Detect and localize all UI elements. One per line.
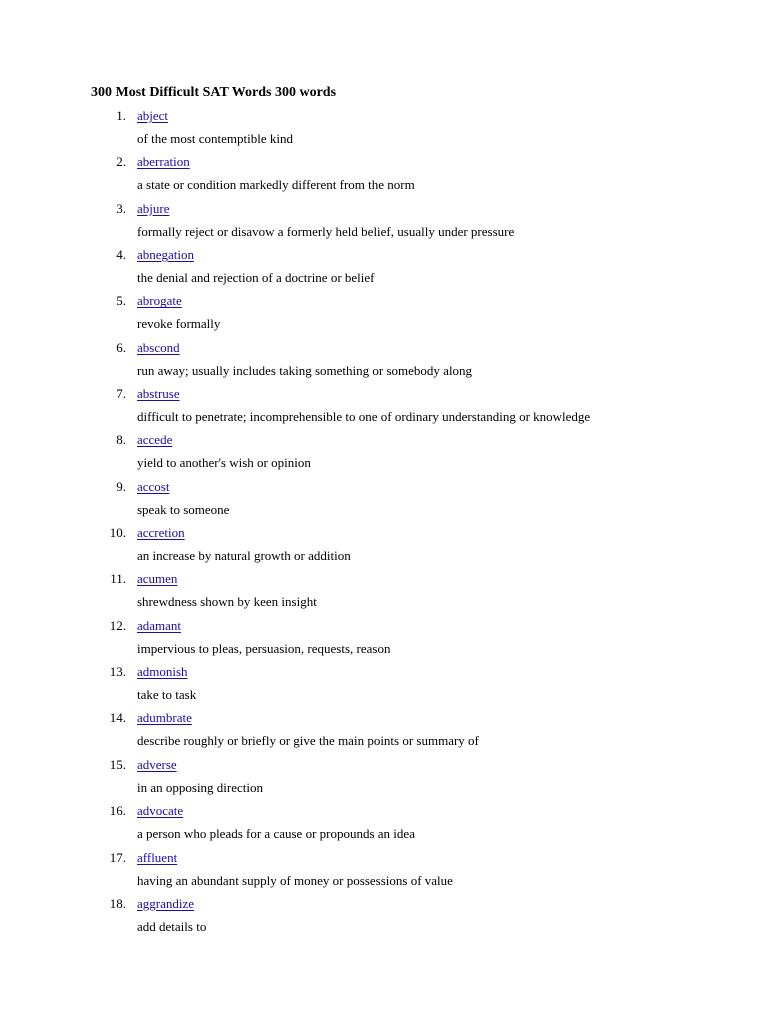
word-link-acumen[interactable]: acumen (137, 571, 178, 587)
word-link-abrogate[interactable]: abrogate (137, 293, 182, 309)
word-definition: impervious to pleas, persuasion, requests, reason (137, 640, 391, 656)
word-link-abnegation[interactable]: abnegation (137, 247, 195, 263)
word-link-adamant[interactable]: adamant (137, 617, 182, 633)
word-definition: difficult to penetrate; incomprehensible to one of ordinary understanding or knowledge (137, 409, 591, 425)
entry-number: 5. (116, 293, 126, 309)
word-link-advocate[interactable]: advocate (137, 803, 184, 819)
word-entry-15 (0, 756, 768, 802)
word-definition: a person who pleads for a cause or propounds an idea (137, 826, 415, 842)
entry-number: 3. (116, 200, 126, 216)
word-list (0, 107, 768, 941)
word-definition: add details to (137, 918, 207, 934)
word-entry-10 (0, 524, 768, 570)
entry-number: 17. (109, 849, 126, 865)
word-entry-17 (0, 849, 768, 895)
entry-number: 13. (109, 664, 126, 680)
word-link-affluent[interactable]: affluent (137, 849, 178, 865)
word-definition: shrewdness shown by keen insight (137, 594, 317, 610)
word-entry-9 (0, 478, 768, 524)
entry-number: 4. (116, 247, 126, 263)
word-definition: yield to another's wish or opinion (137, 455, 311, 471)
entry-number: 16. (109, 803, 126, 819)
word-definition: in an opposing direction (137, 779, 264, 795)
word-link-adverse[interactable]: adverse (137, 756, 177, 772)
word-entry-6 (0, 339, 768, 385)
word-link-adumbrate[interactable]: adumbrate (137, 710, 192, 726)
word-entry-1 (0, 107, 768, 153)
word-definition: a state or condition markedly different from the norm (137, 177, 415, 193)
word-entry-7 (0, 385, 768, 431)
word-link-accretion[interactable]: accretion (137, 525, 185, 541)
word-link-abscond[interactable]: abscond (137, 339, 180, 355)
entry-number: 12. (109, 617, 126, 633)
entry-number: 18. (109, 895, 126, 911)
word-entry-13 (0, 663, 768, 709)
word-link-accost[interactable]: accost (137, 478, 170, 494)
word-link-aggrandize[interactable]: aggrandize (137, 895, 195, 911)
word-definition: run away; usually includes taking something or somebody along (137, 362, 473, 378)
word-link-admonish[interactable]: admonish (137, 664, 188, 680)
entry-number: 14. (109, 710, 126, 726)
word-definition: formally reject or disavow a formerly held belief, usually under pressure (137, 223, 515, 239)
word-definition: the denial and rejection of a doctrine or belief (137, 270, 375, 286)
entry-number: 2. (116, 154, 126, 170)
word-definition: of the most contemptible kind (137, 131, 293, 146)
word-definition: an increase by natural growth or addition (137, 548, 351, 564)
entry-number: 6. (116, 339, 126, 355)
entry-number: 10. (109, 525, 126, 541)
word-entry-18 (0, 895, 768, 941)
word-entry-5 (0, 292, 768, 338)
entry-number: 8. (116, 432, 126, 448)
word-link-aberration[interactable]: aberration (137, 154, 190, 170)
entry-number: 9. (116, 478, 126, 494)
word-link-abject[interactable]: abject (137, 108, 169, 123)
word-link-abstruse[interactable]: abstruse (137, 386, 180, 402)
word-entry-16 (0, 802, 768, 848)
word-link-accede[interactable]: accede (137, 432, 173, 448)
word-entry-14 (0, 709, 768, 755)
entry-number: 7. (116, 386, 126, 402)
word-definition: having an abundant supply of money or possessions of value (137, 872, 453, 888)
entry-number: 1. (116, 108, 126, 123)
word-link-abjure[interactable]: abjure (137, 200, 170, 216)
word-definition: take to task (137, 687, 197, 703)
word-entry-8 (0, 431, 768, 477)
word-entry-11 (0, 570, 768, 616)
document-title: 300 Most Difficult SAT Words 300 words (91, 85, 337, 100)
word-definition: describe roughly or briefly or give the main points or summary of (137, 733, 479, 749)
word-entry-3 (0, 200, 768, 246)
word-definition: speak to someone (137, 501, 230, 517)
word-definition: revoke formally (137, 316, 221, 332)
entry-number: 11. (110, 571, 126, 587)
word-entry-12 (0, 617, 768, 663)
word-entry-2 (0, 153, 768, 199)
word-entry-4 (0, 246, 768, 292)
entry-number: 15. (109, 756, 126, 772)
